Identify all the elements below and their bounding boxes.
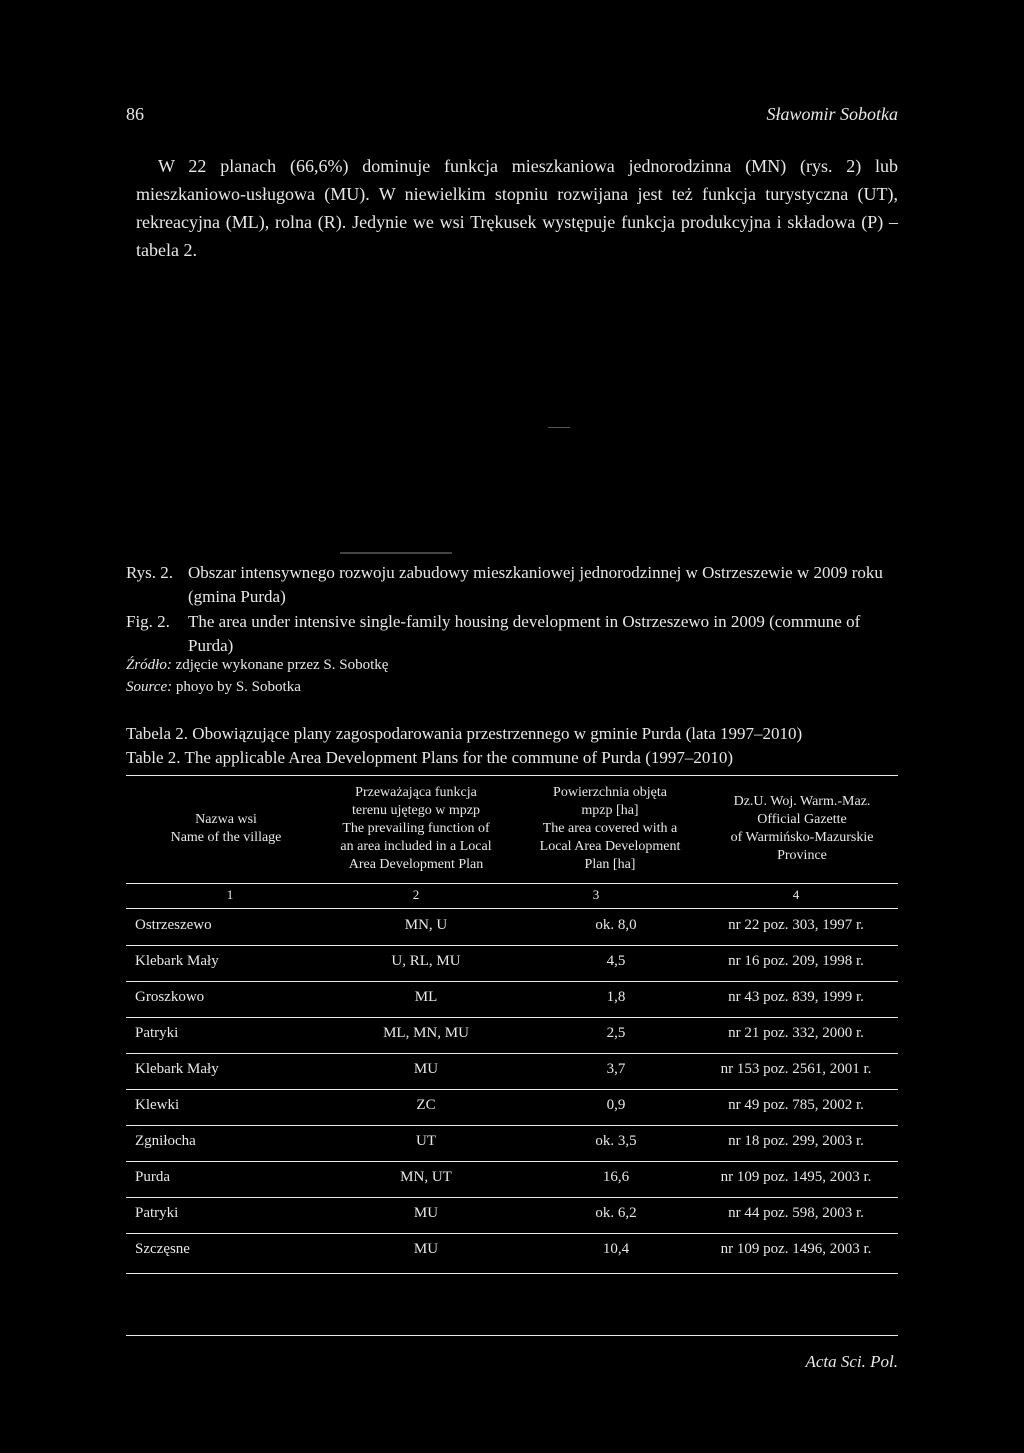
- table-bottom-rule: [126, 1273, 898, 1274]
- table-row: [126, 1053, 898, 1089]
- cell-area: ok. 6,2: [595, 1205, 637, 1221]
- cell-gazette: nr 18 poz. 299, 2003 r.: [728, 1133, 864, 1149]
- cell-village: Zgniłocha: [135, 1133, 196, 1149]
- figure-caption-pl: [126, 561, 898, 609]
- footer-rule: [126, 1335, 898, 1336]
- header-line: Dz.U. Woj. Warm.-Maz.: [733, 794, 871, 809]
- cell-function: MU: [413, 1205, 439, 1221]
- cell-gazette: nr 109 poz. 1495, 2003 r.: [720, 1169, 872, 1185]
- table-row: [126, 909, 898, 945]
- header-line: Area Development Plan: [348, 857, 484, 872]
- header-line: an area included in a Local: [340, 839, 492, 854]
- source-text: zdjęcie wykonane przez S. Sobotkę: [171, 657, 389, 673]
- cell-function: ML: [414, 989, 438, 1005]
- figure-source-en: [126, 679, 301, 696]
- cell-area: ok. 3,5: [595, 1133, 637, 1149]
- header-line: Nazwa wsi: [195, 812, 257, 827]
- cell-gazette: nr 43 poz. 839, 1999 r.: [728, 989, 864, 1005]
- intro-paragraph: [136, 152, 898, 264]
- table-row: [126, 1197, 898, 1233]
- table-row: [126, 1233, 898, 1269]
- header-line: Przeważająca funkcja: [355, 785, 477, 800]
- header-line: Province: [777, 848, 827, 863]
- table-row: [126, 1017, 898, 1053]
- table-row: [126, 1089, 898, 1125]
- caption-label: Fig. 2.: [126, 612, 170, 631]
- column-number: 3: [592, 887, 600, 902]
- photo-artifact: [340, 552, 452, 554]
- cell-village: Ostrzeszewo: [135, 917, 212, 933]
- source-label: Źródło:: [126, 657, 172, 673]
- header-line: of Warmińsko-Mazurskie: [730, 830, 874, 845]
- header-line: terenu ujętego w mpzp: [352, 803, 480, 818]
- cell-gazette: nr 109 poz. 1496, 2003 r.: [720, 1241, 872, 1257]
- cell-area: 3,7: [606, 1061, 626, 1077]
- cell-area: 2,5: [606, 1025, 626, 1041]
- figure-photo: [136, 270, 898, 570]
- cell-village: Groszkowo: [135, 989, 205, 1005]
- cell-village: Klewki: [135, 1097, 180, 1113]
- header-area: [515, 784, 705, 874]
- table-top-rule: [126, 775, 898, 776]
- cell-gazette: nr 49 poz. 785, 2002 r.: [728, 1097, 864, 1113]
- cell-area: 16,6: [602, 1169, 630, 1185]
- cell-area: ok. 8,0: [595, 917, 637, 933]
- cell-area: 4,5: [606, 953, 626, 969]
- cell-function: U, RL, MU: [391, 953, 461, 969]
- cell-gazette: nr 44 poz. 598, 2003 r.: [728, 1205, 864, 1221]
- header-village: [126, 811, 326, 847]
- table-row: [126, 945, 898, 981]
- cell-area: 0,9: [606, 1097, 626, 1113]
- table-row: [126, 981, 898, 1017]
- cell-area: 1,8: [606, 989, 626, 1005]
- header-line: Powierzchnia objęta: [553, 785, 667, 800]
- cell-village: Purda: [135, 1169, 170, 1185]
- page-number: 86: [126, 104, 144, 124]
- figure-caption-en: [126, 610, 898, 658]
- source-label: Source:: [126, 679, 173, 695]
- header-line: mpzp [ha]: [581, 803, 639, 818]
- table-title-pl: Tabela 2. Obowiązujące plany zagospodarowania przestrzennego w gminie Purda (lata 1997–2010): [126, 724, 803, 743]
- caption-label: Rys. 2.: [126, 563, 174, 582]
- table-row: [126, 1161, 898, 1197]
- author-name: Sławomir Sobotka: [766, 104, 898, 124]
- cell-function: ML, MN, MU: [383, 1025, 469, 1041]
- table-title-en: Table 2. The applicable Area Development Plans for the commune of Purda (1997–2010): [126, 748, 734, 767]
- cell-village: Klebark Mały: [135, 1061, 219, 1077]
- header-gazette: [706, 793, 898, 865]
- source-text: phoyo by S. Sobotka: [172, 679, 301, 695]
- cell-area: 10,4: [602, 1241, 630, 1257]
- cell-function: MU: [413, 1061, 439, 1077]
- cell-gazette: nr 153 poz. 2561, 2001 r.: [720, 1061, 872, 1077]
- header-bottom-rule: [126, 883, 898, 884]
- caption-text: Obszar intensywnego rozwoju zabudowy mieszkaniowej jednorodzinnej w Ostrzeszewie w 2009 roku (gmina Purda): [188, 563, 883, 606]
- header-function: [316, 784, 516, 874]
- cell-village: Szczęsne: [135, 1241, 190, 1257]
- cell-function: MN, UT: [400, 1169, 452, 1185]
- cell-village: Patryki: [135, 1205, 179, 1221]
- column-number: 4: [792, 887, 800, 902]
- column-number: 1: [226, 887, 234, 902]
- header-line: Name of the village: [170, 830, 282, 845]
- photo-artifact: [548, 427, 570, 428]
- cell-function: MU: [413, 1241, 439, 1257]
- cell-function: MN, U: [404, 917, 448, 933]
- cell-gazette: nr 16 poz. 209, 1998 r.: [728, 953, 864, 969]
- header-line: The area covered with a: [542, 821, 678, 836]
- intro-text: W 22 planach (66,6%) dominuje funkcja mieszkaniowa jednorodzinna (MN) (rys. 2) lub mieszkaniowo-usługowa (MU). W niewielkim stopniu rozwijana jest też funkcja turystyczna (UT), rekreacyjna (ML), rolna (R). Jedynie we wsi Trękusek występuje funkcja produkcyjna i składowa (P) – tabela 2.: [136, 156, 898, 260]
- column-number: 2: [412, 887, 420, 902]
- header-line: Local Area Development: [539, 839, 681, 854]
- table-row: [126, 1125, 898, 1161]
- journal-name: Acta Sci. Pol.: [805, 1352, 898, 1371]
- caption-text: The area under intensive single-family housing development in Ostrzeszewo in 2009 (commune of Purda): [188, 612, 861, 655]
- cell-village: Patryki: [135, 1025, 179, 1041]
- cell-function: UT: [416, 1133, 436, 1149]
- cell-gazette: nr 22 poz. 303, 1997 r.: [728, 917, 864, 933]
- header-line: Plan [ha]: [584, 857, 636, 872]
- header-line: The prevailing function of: [342, 821, 490, 836]
- cell-gazette: nr 21 poz. 332, 2000 r.: [728, 1025, 864, 1041]
- header-line: Official Gazette: [757, 812, 847, 827]
- figure-source-pl: [126, 657, 388, 674]
- cell-function: ZC: [416, 1097, 436, 1113]
- cell-village: Klebark Mały: [135, 953, 219, 969]
